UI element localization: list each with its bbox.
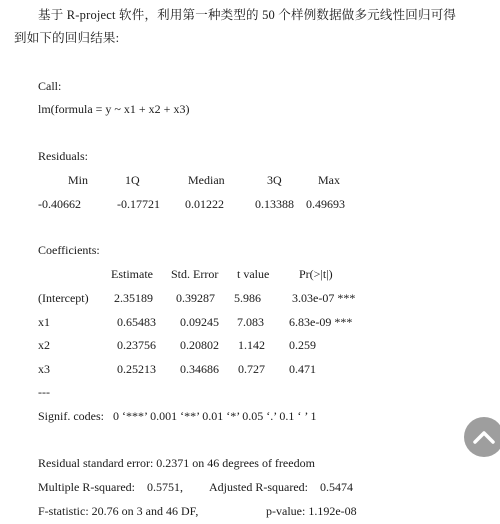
residuals-value: 0.13388 bbox=[255, 197, 294, 211]
residuals-value: 0.49693 bbox=[306, 197, 345, 211]
coef-term: (Intercept) bbox=[38, 291, 89, 305]
residuals-header: Max bbox=[318, 173, 340, 187]
intro-line-1: 基于 R-project 软件，利用第一种类型的 50 个样例数据做多元线性回归可得 bbox=[38, 8, 457, 22]
coefficients-header: t value bbox=[237, 267, 270, 281]
coef-std-error: 0.34686 bbox=[180, 362, 219, 376]
coefficients-header: Std. Error bbox=[171, 267, 219, 281]
call-label: Call: bbox=[38, 79, 62, 93]
residuals-header: 1Q bbox=[125, 173, 140, 187]
adjusted-r-squared: Adjusted R-squared: 0.5474 bbox=[209, 480, 353, 494]
intro-line-2: 到如下的回归结果: bbox=[14, 31, 120, 45]
coef-t-value: 1.142 bbox=[238, 338, 265, 352]
separator-line: --- bbox=[38, 385, 50, 399]
residual-standard-error: Residual standard error: 0.2371 on 46 degrees of freedom bbox=[38, 456, 315, 470]
signif-codes: Signif. codes: 0 ‘***’ 0.001 ‘**’ 0.01 ‘*’ 0.05 ‘.’ 0.1 ‘ ’ 1 bbox=[38, 409, 317, 423]
coef-p-value: 3.03e-07 *** bbox=[292, 291, 356, 305]
coef-t-value: 5.986 bbox=[234, 291, 261, 305]
p-value: p-value: 1.192e-08 bbox=[266, 504, 357, 518]
residuals-header: 3Q bbox=[267, 173, 282, 187]
multiple-r-squared: Multiple R-squared: 0.5751, bbox=[38, 480, 183, 494]
coef-estimate: 2.35189 bbox=[114, 291, 153, 305]
residuals-value: -0.17721 bbox=[117, 197, 160, 211]
coef-term: x2 bbox=[38, 338, 50, 352]
coef-estimate: 0.23756 bbox=[117, 338, 156, 352]
scroll-to-top-button[interactable] bbox=[464, 417, 500, 457]
coef-t-value: 7.083 bbox=[237, 315, 264, 329]
coefficients-header: Pr(>|t|) bbox=[299, 267, 333, 281]
coef-term: x1 bbox=[38, 315, 50, 329]
residuals-header: Min bbox=[68, 173, 89, 187]
coef-estimate: 0.25213 bbox=[117, 362, 156, 376]
coef-p-value: 6.83e-09 *** bbox=[289, 315, 353, 329]
coef-t-value: 0.727 bbox=[238, 362, 265, 376]
coefficients-header: Estimate bbox=[111, 267, 153, 281]
coef-std-error: 0.20802 bbox=[180, 338, 219, 352]
residuals-value: 0.01222 bbox=[185, 197, 224, 211]
chevron-up-icon bbox=[472, 427, 496, 447]
residuals-value: -0.40662 bbox=[38, 197, 81, 211]
coef-std-error: 0.09245 bbox=[180, 315, 219, 329]
coefficients-label: Coefficients: bbox=[38, 243, 100, 257]
f-statistic: F-statistic: 20.76 on 3 and 46 DF, bbox=[38, 504, 199, 518]
coef-std-error: 0.39287 bbox=[176, 291, 215, 305]
residuals-header: Median bbox=[188, 173, 225, 187]
coef-p-value: 0.259 bbox=[289, 338, 316, 352]
coef-estimate: 0.65483 bbox=[117, 315, 156, 329]
coef-p-value: 0.471 bbox=[289, 362, 316, 376]
call-formula: lm(formula = y ~ x1 + x2 + x3) bbox=[38, 102, 190, 116]
residuals-label: Residuals: bbox=[38, 149, 88, 163]
coef-term: x3 bbox=[38, 362, 50, 376]
